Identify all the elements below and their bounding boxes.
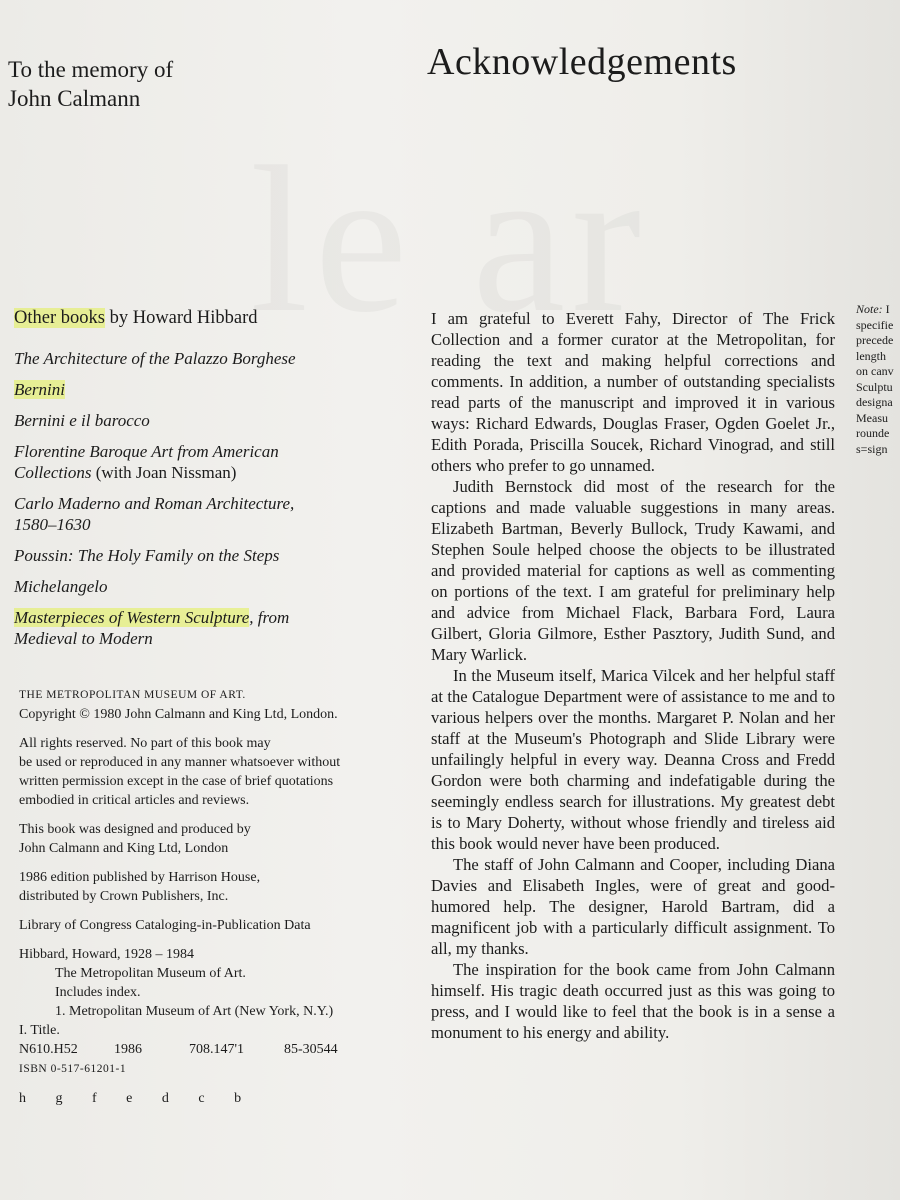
heading-suffix: by Howard Hibbard <box>104 308 258 328</box>
copyright-line: Copyright © 1980 John Calmann and King Ltd, London. <box>19 707 338 722</box>
edition-info: 1986 edition published by Harrison House, distributed by Crown Publishers, Inc. <box>19 870 261 904</box>
note-label: Note: <box>856 302 883 316</box>
other-books-heading <box>14 308 258 329</box>
body-paragraph: I am grateful to Everett Fahy, Director of The Frick Collection and a former curator at the Metropolitan, for reading the text and making helpful corrections and comments. In addition, a number of outstanding specialists read parts of the manuscript and improved it in various ways: Richard Edwards, Douglas Fraser, Ogden Goelet Jr., Edith Porada, Priscilla Soucek, Richard Vinograd, and still others who prefer to go unnamed. <box>431 309 835 475</box>
print-run-letters: h g f e d c b <box>19 1091 255 1106</box>
publisher-name: THE METROPOLITAN MUSEUM OF ART. <box>19 689 246 701</box>
book-item: Carlo Maderno and Roman Architecture, 1580–1630 <box>14 494 295 534</box>
body-paragraph: The staff of John Calmann and Cooper, including Diana Davies and Elisabeth Ingles, were of great and good-humored help. The designer, Harold Bartram, did a magnificent job with a particularly difficult assignment. To all, my thanks. <box>431 855 835 958</box>
designed-by: This book was designed and produced by John Calmann and King Ltd, London <box>19 822 251 856</box>
acknowledgements-body <box>431 308 835 1043</box>
book-item: Bernini e il barocco <box>14 411 150 430</box>
book-item: Florentine Baroque Art from American Collections (with Joan Nissman) <box>14 442 279 482</box>
call-number: N610.H52 1986 708.147'1 85-30544 <box>19 1042 338 1057</box>
highlighted-text: Other books <box>14 308 105 328</box>
page-title: Acknowledgements <box>427 41 737 83</box>
book-item: Poussin: The Holy Family on the Steps <box>14 546 280 565</box>
dedication-line: To the memory of <box>8 57 174 82</box>
isbn: ISBN 0-517-61201-1 <box>19 1063 127 1075</box>
book-list <box>14 348 404 659</box>
dedication <box>8 55 173 113</box>
dedication-line: John Calmann <box>8 86 141 111</box>
body-paragraph: Judith Bernstock did most of the research for the captions and made valuable suggestions in many areas. Elizabeth Bartman, Beverly Bullock, Trudy Kawami, and Stephen Soule helped choose the objects to be illustrated and provided material for captions as well as commenting on portions of the text. I am grateful for preliminary help and advice from Michael Flack, Barbara Ford, Laura Gilbert, Gloria Gilmore, Esther Pasztory, Judith Sund, and Mary Warlick. <box>431 477 835 664</box>
body-paragraph: The inspiration for the book came from John Calmann himself. His tragic death occurred just as this was going to press, and I would like to feel that the book is in a sense a monument to his energy and ability. <box>431 960 835 1042</box>
book-item <box>14 379 404 400</box>
highlighted-text: Bernini <box>14 380 65 399</box>
cip-record: Hibbard, Howard, 1928 – 1984 The Metropolitan Museum of Art. Includes index. 1. Metropolitan Museum of Art (New York, N.Y.) I. Title. N610.H52 1986 708.147'1 85-30544 ISBN 0-517-61201-1 <box>19 947 338 1075</box>
book-item: Masterpieces of Western Sculpture, from Medieval to Modern <box>14 608 290 648</box>
margin-note: Note: I specifie precede length on canv Sculptu designa Measu rounde s=sign <box>856 302 894 456</box>
book-item: The Architecture of the Palazzo Borghese <box>14 349 296 368</box>
cip-heading: Library of Congress Cataloging-in-Publication Data <box>19 918 311 933</box>
colophon <box>19 685 414 1118</box>
copyright-block <box>19 685 414 724</box>
book-item: Michelangelo <box>14 577 108 596</box>
body-paragraph: In the Museum itself, Marica Vilcek and her helpful staff at the Catalogue Department were of assistance to me and to various helpers over the months. Margaret P. Nolan and her staff at the Museum's Photograph and Slide Library were unfailingly helpful in every way. Deanna Cross and Fredd Gordon were both charming and indefatigable during the seemingly endless search for illustrations. My greatest debt is to Mary Doherty, without whose friendly and tireless aid this book would never have been produced. <box>431 666 835 853</box>
highlighted-text: Masterpieces of Western Sculpture <box>14 608 250 627</box>
rights-statement: All rights reserved. No part of this book may be used or reproduced in any manner whatsoever without written permission except in the case of brief quotations embodied in critical articles and reviews. <box>19 736 341 808</box>
